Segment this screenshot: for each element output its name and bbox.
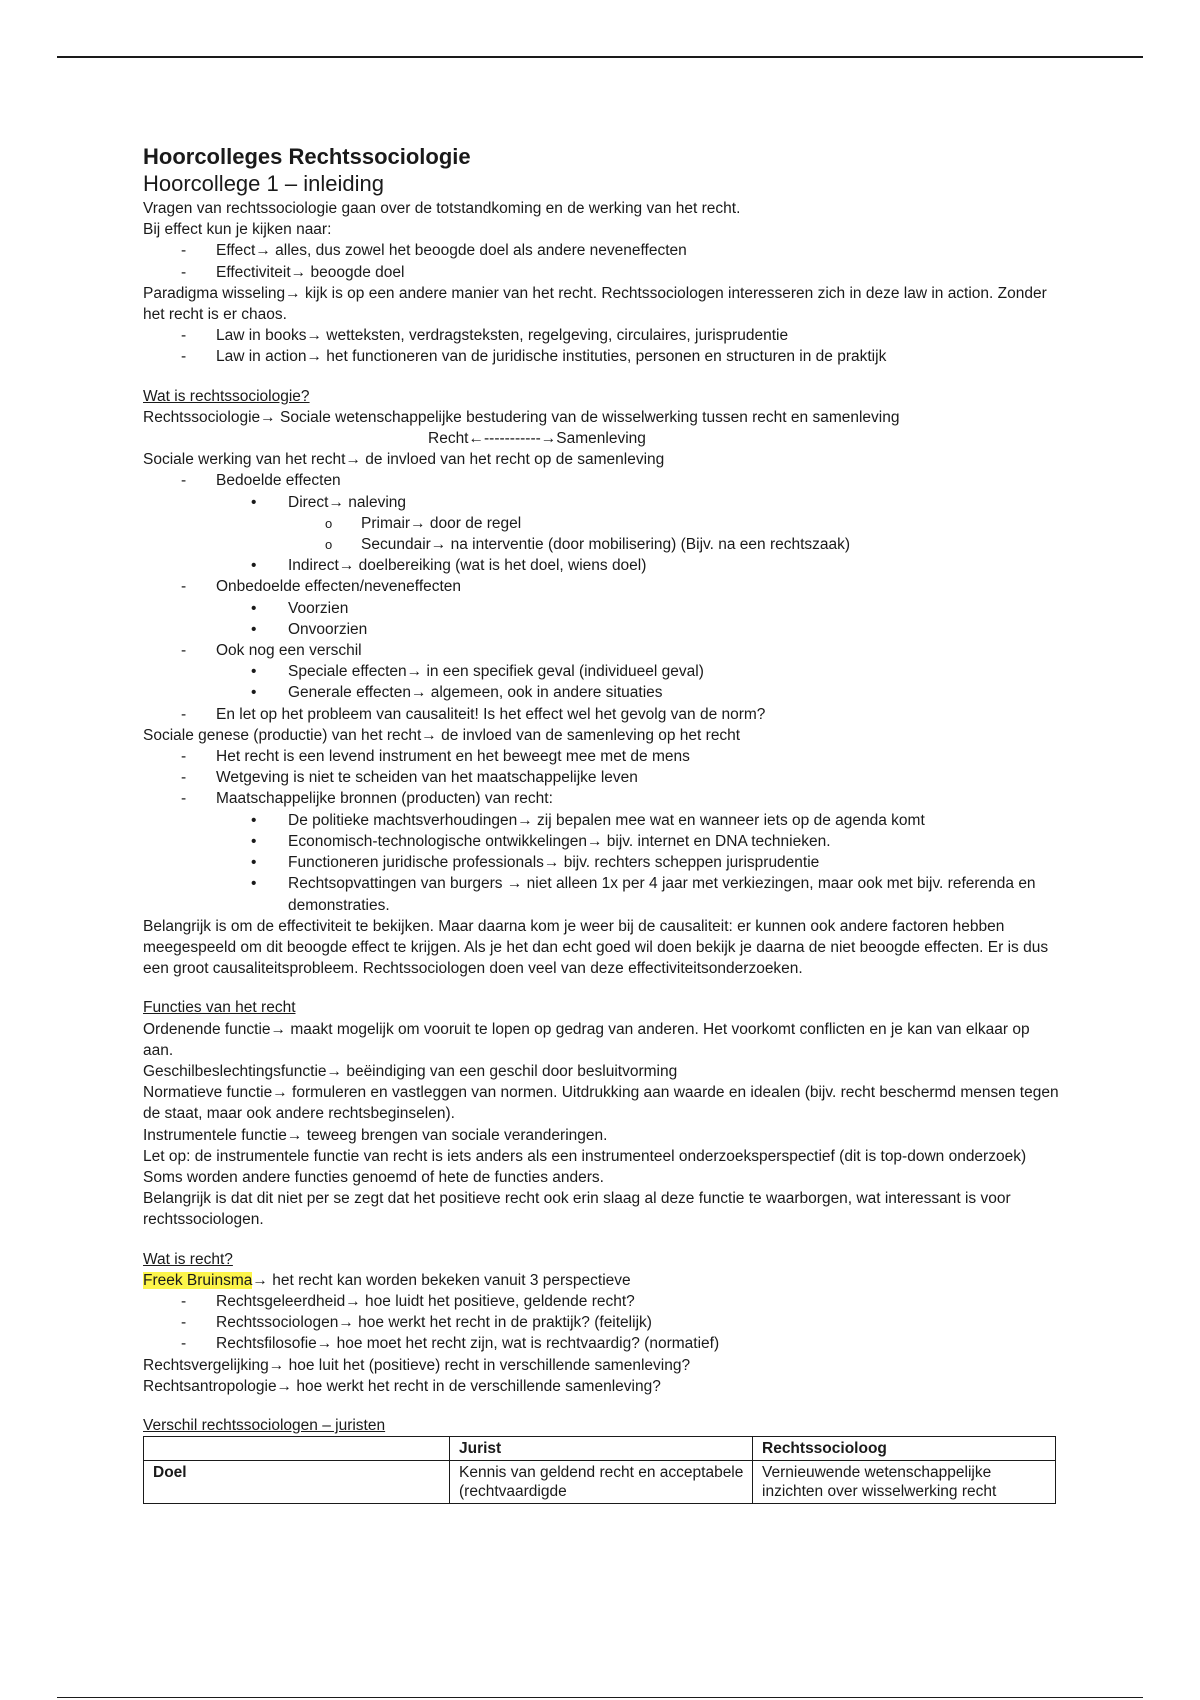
paragraph: Ordenende functie→ maakt mogelijk om vooruit te lopen op gedrag van anderen. Het voorkomt conflicten en je kan van elkaar op aan. (143, 1020, 1030, 1059)
list-item: - Onbedoelde effecten/neveneffecten (143, 576, 1063, 597)
table-header-row (144, 1437, 1056, 1461)
list-item: - Bedoelde effecten (143, 470, 1063, 491)
document-page (143, 144, 1063, 1504)
list-item: - Maatschappelijke bronnen (producten) van recht: (143, 788, 1063, 809)
footer-rule (57, 1697, 1143, 1698)
paragraph: Rechtsantropologie→ hoe werkt het recht in de verschillende samenleving? (143, 1377, 661, 1395)
list-item: • Rechtsopvattingen van burgers → niet alleen 1x per 4 jaar met verkiezingen, maar ook met bijv. referenda en demonstraties. (143, 873, 1063, 915)
section-heading: Functies van het recht (143, 999, 296, 1017)
list-item: - Ook nog een verschil (143, 640, 1063, 661)
list-item: • Indirect→ doelbereiking (wat is het doel, wiens doel) (143, 555, 1063, 576)
list-item: - Het recht is een levend instrument en het beweegt mee met de mens (143, 746, 1063, 767)
section-heading: Wat is recht? (143, 1250, 233, 1268)
paragraph: Vragen van rechtssociologie gaan over de totstandkoming en de werking van het recht. (143, 200, 741, 217)
highlighted-name: Freek Bruinsma (143, 1271, 253, 1289)
paragraph: Belangrijk is om de effectiviteit te bekijken. Maar daarna kom je weer bij de causaliteit: er kunnen ook andere factoren hebben meegespeeld om dit beoogde effect te krijgen. Als je het dan echt goed wil doen bekijk je daarna de niet beoogde effecten. Er is dus een groot causaliteitsprobleem. Rechtssociologen doen veel van deze effectiviteitsonderzoeken. (143, 917, 1049, 978)
list-item: - Law in action→ het functioneren van de juridische instituties, personen en structuren in de praktijk (143, 346, 1063, 367)
list-item: - Rechtsfilosofie→ hoe moet het recht zijn, wat is rechtvaardig? (normatief) (143, 1333, 1063, 1354)
paragraph: Belangrijk is dat dit niet per se zegt dat het positieve recht ook erin slaag al deze functie te waarborgen, wat interessant is voor rechtssociologen. (143, 1190, 1011, 1229)
table-header-cell: Rechtssocioloog (753, 1437, 1056, 1461)
table-cell: Vernieuwende wetenschappelijke inzichten over wisselwerking recht (753, 1461, 1056, 1504)
list-item: - En let op het probleem van causaliteit! Is het effect wel het gevolg van de norm? (143, 704, 1063, 725)
list-item: • Generale effecten→ algemeen, ook in andere situaties (143, 682, 1063, 703)
table-row (144, 1461, 1056, 1504)
list-item: - Wetgeving is niet te scheiden van het maatschappelijke leven (143, 767, 1063, 788)
paragraph: Sociale genese (productie) van het recht→ de invloed van de samenleving op het recht (143, 726, 741, 744)
section-heading: Wat is rechtssociologie? (143, 387, 310, 405)
paragraph: Sociale werking van het recht→ de invloed van het recht op de samenleving (143, 451, 665, 469)
list-item: - Effectiviteit→ beoogde doel (143, 262, 1063, 283)
paragraph: Rechtssociologie→ Sociale wetenschappelijke bestudering van de wisselwerking tussen recht en samenleving (143, 408, 900, 426)
list-item: • Onvoorzien (143, 619, 1063, 640)
comparison-table (143, 1436, 1056, 1504)
paragraph: Normatieve functie→ formuleren en vastleggen van normen. Uitdrukking aan waarde en idealen (bijv. recht beschermd mensen tegen de staat, maar ook andere rechtsbeginselen). (143, 1084, 1059, 1123)
list-item: • Functioneren juridische professionals→ bijv. rechters scheppen jurisprudentie (143, 852, 1063, 873)
paragraph: Bij effect kun je kijken naar: (143, 221, 332, 239)
table-header-cell: Jurist (450, 1437, 753, 1461)
list-item: • Speciale effecten→ in een specifiek geval (individueel geval) (143, 661, 1063, 682)
paragraph: Instrumentele functie→ teweeg brengen van sociale veranderingen. (143, 1126, 608, 1144)
document-title: Hoorcolleges Rechtssociologie (143, 144, 471, 169)
list-item: - Effect→ alles, dus zowel het beoogde doel als andere neveneffecten (143, 240, 1063, 261)
paragraph: Paradigma wisseling→ kijk is op een andere manier van het recht. Rechtssociologen interesseren zich in deze law in action. Zonder het recht is er chaos. (143, 284, 1047, 324)
list-item: o Secundair→ na interventie (door mobilisering) (Bijv. na een rechtszaak) (143, 534, 1063, 555)
section-heading: Verschil rechtssociologen – juristen (143, 1416, 386, 1434)
paragraph-text: → het recht kan worden bekeken vanuit 3 perspectieve (252, 1271, 631, 1289)
list-item: - Law in books→ wetteksten, verdragsteksten, regelgeving, circulaires, jurisprudentie (143, 325, 1063, 346)
paragraph: Rechtsvergelijking→ hoe luit het (positieve) recht in verschillende samenleving? (143, 1356, 691, 1374)
list-item: • Direct→ naleving (143, 492, 1063, 513)
list-item: • Voorzien (143, 598, 1063, 619)
list-item: • De politieke machtsverhoudingen→ zij bepalen mee wat en wanneer iets op de agenda komt (143, 810, 1063, 831)
table-header-cell (144, 1437, 450, 1461)
paragraph (143, 1270, 1063, 1291)
list-item: • Economisch-technologische ontwikkelingen→ bijv. internet en DNA technieken. (143, 831, 1063, 852)
diagram-line: Recht←-----------→Samenleving (428, 430, 646, 448)
lecture-heading: Hoorcollege 1 – inleiding (143, 171, 384, 196)
list-item: - Rechtssociologen→ hoe werkt het recht in de praktijk? (feitelijk) (143, 1312, 1063, 1333)
paragraph: Soms worden andere functies genoemd of hete de functies anders. (143, 1168, 604, 1186)
list-item: - Rechtsgeleerdheid→ hoe luidt het positieve, geldende recht? (143, 1291, 1063, 1312)
paragraph: Let op: de instrumentele functie van recht is iets anders als een instrumenteel onderzoeksperspectief (dit is top-down onderzoek) (143, 1147, 1027, 1165)
paragraph: Geschilbeslechtingsfunctie→ beëindiging van een geschil door besluitvorming (143, 1062, 678, 1080)
table-cell: Kennis van geldend recht en acceptabele (rechtvaardigde (450, 1461, 753, 1504)
table-cell: Doel (144, 1461, 450, 1504)
list-item: o Primair→ door de regel (143, 513, 1063, 534)
header-rule (57, 56, 1143, 58)
